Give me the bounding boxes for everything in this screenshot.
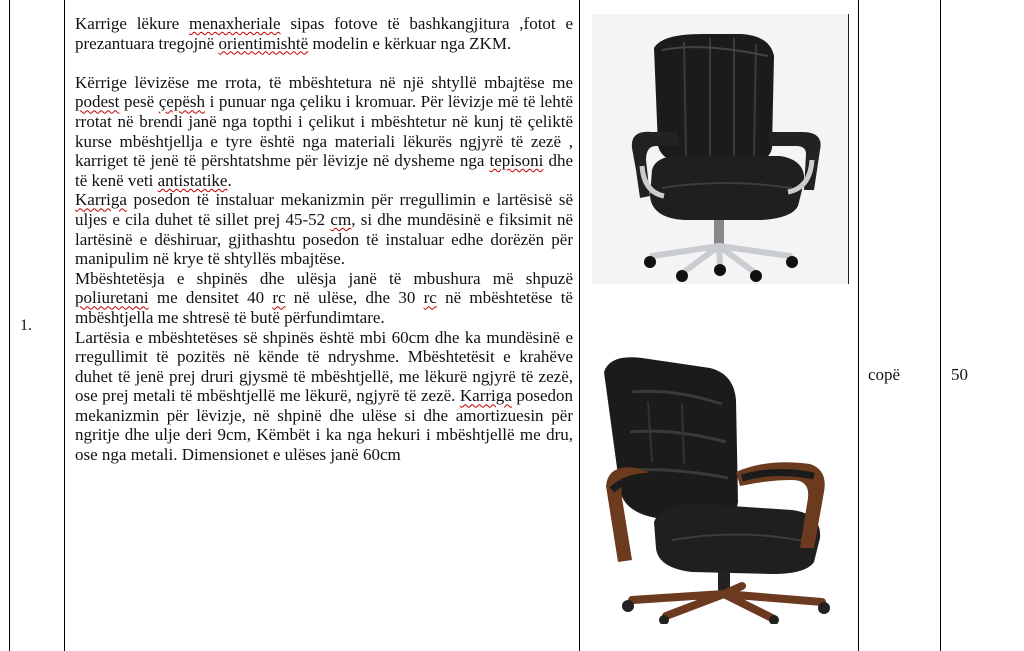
table-border-unit-col bbox=[940, 0, 941, 651]
table-border-left bbox=[9, 0, 10, 651]
description-paragraph: Kërrige lëvizëse me rrota, të mbështetura në një shtyllë mbajtëse me podest pesë çepësh i punuar nga çeliku i kromuar. Për lëvizje më të lehtë rrotat në brendi janë nga topthi i çelikut i mbështetur në kunj të çeliktë kurse mbështjellja e tyre është nga materiali lëkurës ngjyrë të zezë , karriget të jenë të përshtatshme për lëvizje në dysheme nga tepisoni dhe të kenë veti antistatike. bbox=[75, 72, 573, 190]
spellcheck-word: Karriga bbox=[75, 190, 127, 210]
spellcheck-word: çepësh bbox=[158, 92, 206, 112]
spellcheck-word: menaxheriale bbox=[188, 14, 281, 33]
spellcheck-word: podest bbox=[75, 92, 120, 112]
quantity: 50 bbox=[951, 365, 968, 384]
office-chair-chrome-base-icon bbox=[592, 20, 848, 282]
table-border-image-col bbox=[858, 0, 859, 651]
description-intro: Karrige lëkure menaxheriale sipas fotove të bashkangjitura ,fotot e prezantuara tregojnë orientimishtë modelin e kërkuar nga ZKM. bbox=[75, 14, 573, 53]
chair-photo-1 bbox=[592, 20, 848, 282]
spellcheck-word: Karriga bbox=[459, 386, 512, 406]
description-paragraph: Karriga posedon të instaluar mekanizmin për rregullimin e lartësisë së uljes e cila duhet të sillet prej 45-52 cm, si dhe mundësinë e fiksimit në lartësinë e dëshiruar, gjithashtu posedon të instaluar edhe dorëzën për manipulim në krye të shtyllës mbajtëse. bbox=[75, 190, 573, 269]
spellcheck-word: cm bbox=[330, 209, 352, 229]
spellcheck-word: tepisoni bbox=[489, 151, 544, 171]
table-border-description-col bbox=[579, 0, 580, 651]
chair-photo-2 bbox=[592, 352, 848, 624]
spellcheck-word: poliuretani bbox=[75, 288, 149, 308]
executive-chair-wood-arms-icon bbox=[592, 352, 848, 624]
chair-photo-1-edge bbox=[848, 14, 849, 284]
spellcheck-word: orientimishtë bbox=[218, 33, 309, 53]
description-paragraph: Lartësia e mbështetëses së shpinës është mbi 60cm dhe ka mundësinë e rregullimit të pozitës në kënde të ndryshme. Mbështetësit e krahëve duhet të jenë prej druri gjysmë të mbështjellë, me lëkurë ngjyrë të zezë, ose prej metali të mbështjellë me lëkurë, ngjyrë të zezë. Karriga posedon mekanizmin për lëvizje, në shpinë dhe ulëse si dhe amortizuesin për ngritje dhe ulje deri 9cm, Këmbët i ka nga hekuri i mbështjellë me dru, ose nga metali. Dimensionet e ulëses janë 60cm bbox=[75, 327, 573, 465]
spellcheck-word: antistatike bbox=[157, 170, 228, 190]
spellcheck-word: rc bbox=[272, 288, 286, 308]
description-paragraph: Mbështetësja e shpinës dhe ulësja janë të mbushura më shpuzë poliuretani me densitet 40 rc në ulëse, dhe 30 rc në mbështetëse të mbështjella me shtresë të butë përfundimtare. bbox=[75, 268, 573, 327]
unit-of-measure: copë bbox=[868, 365, 901, 384]
table-border-number-col bbox=[64, 0, 65, 651]
item-description bbox=[75, 14, 573, 651]
row-number: 1. bbox=[20, 317, 32, 334]
spellcheck-word: rc bbox=[423, 288, 437, 308]
